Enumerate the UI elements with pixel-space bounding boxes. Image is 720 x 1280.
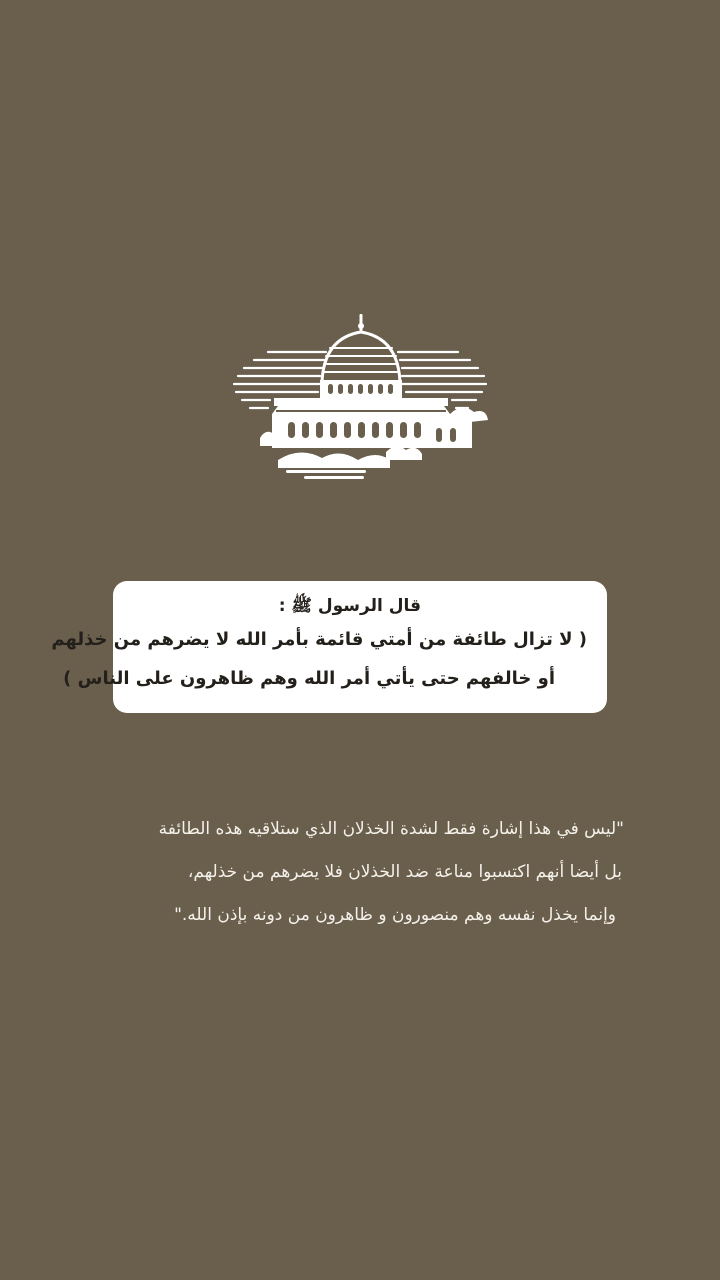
commentary-line: "ليس في هذا إشارة فقط لشدة الخذلان الذي ستلاقيه هذه الطائفة (158, 819, 624, 839)
commentary-line: بل أيضا أنهم اكتسبوا مناعة ضد الخذلان فلا يضرهم من خذلهم، (187, 862, 622, 882)
dome-of-the-rock-icon (230, 310, 492, 485)
hadith-quote-card (51, 581, 607, 713)
quote-line: أو خالفهم حتى يأتي أمر الله وهم ظاهرون على الناس ) (63, 668, 555, 689)
commentary-text (84, 808, 624, 937)
commentary-line: وإنما يخذل نفسه وهم منصورون و ظاهرون من دونه بإذن الله." (174, 905, 616, 925)
quote-line: ( لا تزال طائفة من أمتي قائمة بأمر الله لا يضرهم من خذلهم (51, 629, 587, 650)
quote-attribution: قال الرسول ﷺ : (278, 596, 421, 616)
